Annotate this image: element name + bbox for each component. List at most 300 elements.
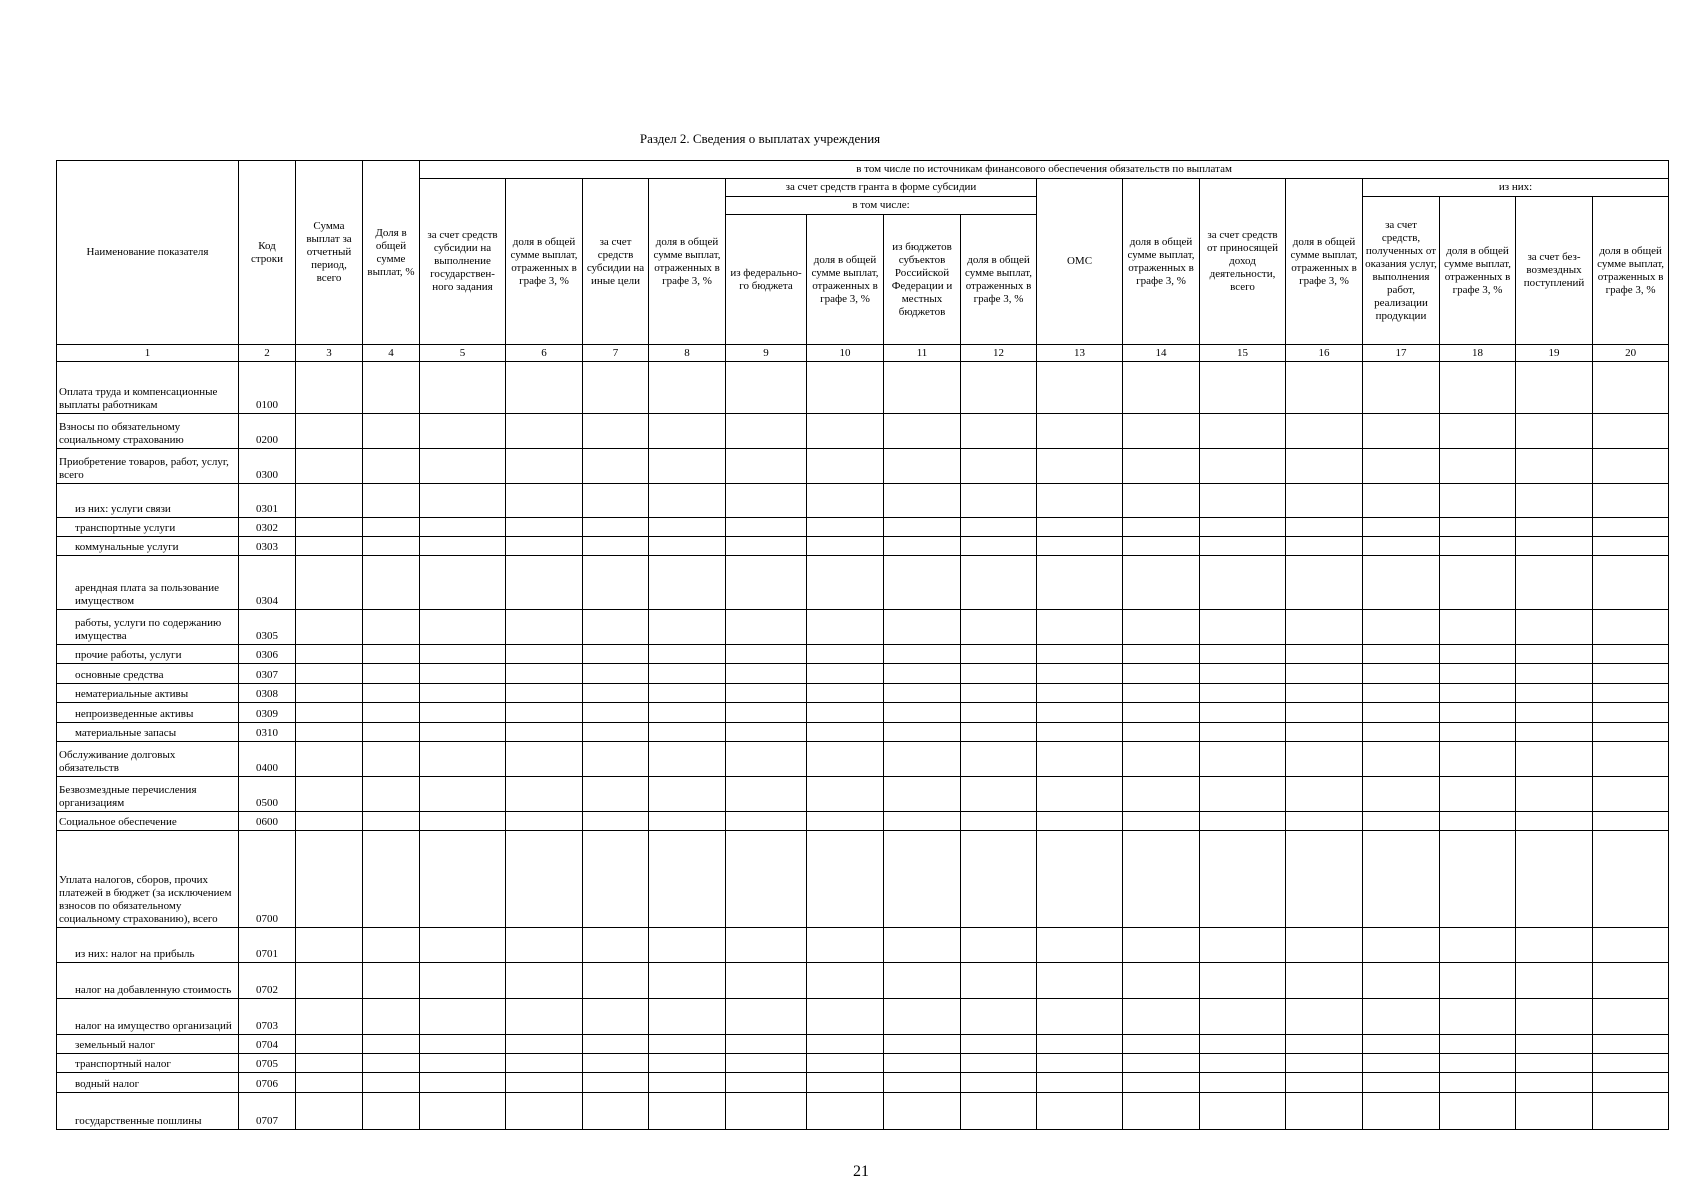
value-cell[interactable] [1286,362,1363,414]
value-cell[interactable] [296,449,363,484]
value-cell[interactable] [1286,414,1363,449]
value-cell[interactable] [649,556,726,610]
value-cell[interactable] [1593,742,1669,777]
value-cell[interactable] [961,963,1037,999]
value-cell[interactable] [1286,723,1363,742]
value-cell[interactable] [296,1035,363,1054]
value-cell[interactable] [726,1093,807,1130]
value-cell[interactable] [583,742,649,777]
value-cell[interactable] [1123,664,1200,684]
value-cell[interactable] [583,610,649,645]
value-cell[interactable] [1363,556,1440,610]
value-cell[interactable] [807,664,884,684]
value-cell[interactable] [506,723,583,742]
value-cell[interactable] [1593,812,1669,831]
value-cell[interactable] [1286,518,1363,537]
value-cell[interactable] [1363,777,1440,812]
value-cell[interactable] [296,703,363,723]
value-cell[interactable] [583,777,649,812]
value-cell[interactable] [1363,645,1440,664]
value-cell[interactable] [1440,1054,1516,1073]
value-cell[interactable] [296,537,363,556]
value-cell[interactable] [961,414,1037,449]
value-cell[interactable] [1363,362,1440,414]
value-cell[interactable] [649,484,726,518]
value-cell[interactable] [961,556,1037,610]
value-cell[interactable] [807,812,884,831]
value-cell[interactable] [807,723,884,742]
value-cell[interactable] [1363,928,1440,963]
value-cell[interactable] [420,1054,506,1073]
value-cell[interactable] [726,777,807,812]
value-cell[interactable] [1363,703,1440,723]
value-cell[interactable] [1440,664,1516,684]
value-cell[interactable] [1286,684,1363,703]
value-cell[interactable] [1037,777,1123,812]
value-cell[interactable] [1037,1093,1123,1130]
value-cell[interactable] [726,742,807,777]
value-cell[interactable] [296,484,363,518]
value-cell[interactable] [296,812,363,831]
value-cell[interactable] [961,777,1037,812]
value-cell[interactable] [583,723,649,742]
value-cell[interactable] [1286,449,1363,484]
value-cell[interactable] [1037,928,1123,963]
value-cell[interactable] [363,812,420,831]
value-cell[interactable] [420,1035,506,1054]
value-cell[interactable] [884,484,961,518]
value-cell[interactable] [506,999,583,1035]
value-cell[interactable] [1123,449,1200,484]
value-cell[interactable] [884,812,961,831]
value-cell[interactable] [363,928,420,963]
value-cell[interactable] [583,1035,649,1054]
value-cell[interactable] [296,1073,363,1093]
value-cell[interactable] [506,484,583,518]
value-cell[interactable] [1440,742,1516,777]
value-cell[interactable] [1037,537,1123,556]
value-cell[interactable] [583,999,649,1035]
value-cell[interactable] [363,1035,420,1054]
value-cell[interactable] [1200,742,1286,777]
value-cell[interactable] [420,928,506,963]
value-cell[interactable] [1200,963,1286,999]
value-cell[interactable] [420,537,506,556]
value-cell[interactable] [649,777,726,812]
value-cell[interactable] [363,518,420,537]
value-cell[interactable] [807,556,884,610]
value-cell[interactable] [363,831,420,928]
value-cell[interactable] [1440,414,1516,449]
value-cell[interactable] [1593,684,1669,703]
value-cell[interactable] [1123,414,1200,449]
value-cell[interactable] [884,362,961,414]
value-cell[interactable] [1037,484,1123,518]
value-cell[interactable] [583,1093,649,1130]
value-cell[interactable] [884,684,961,703]
value-cell[interactable] [506,777,583,812]
value-cell[interactable] [1286,812,1363,831]
value-cell[interactable] [1286,484,1363,518]
value-cell[interactable] [363,449,420,484]
value-cell[interactable] [961,1073,1037,1093]
value-cell[interactable] [1440,812,1516,831]
value-cell[interactable] [506,1035,583,1054]
value-cell[interactable] [1593,831,1669,928]
value-cell[interactable] [1363,537,1440,556]
value-cell[interactable] [1440,684,1516,703]
value-cell[interactable] [506,449,583,484]
value-cell[interactable] [961,742,1037,777]
value-cell[interactable] [726,684,807,703]
value-cell[interactable] [420,664,506,684]
value-cell[interactable] [726,449,807,484]
value-cell[interactable] [1200,610,1286,645]
value-cell[interactable] [1037,1054,1123,1073]
value-cell[interactable] [1440,703,1516,723]
value-cell[interactable] [1123,362,1200,414]
value-cell[interactable] [1516,1054,1593,1073]
value-cell[interactable] [1200,484,1286,518]
value-cell[interactable] [884,645,961,664]
value-cell[interactable] [420,742,506,777]
value-cell[interactable] [1037,742,1123,777]
value-cell[interactable] [1593,556,1669,610]
value-cell[interactable] [726,645,807,664]
value-cell[interactable] [506,362,583,414]
value-cell[interactable] [420,723,506,742]
value-cell[interactable] [884,999,961,1035]
value-cell[interactable] [420,684,506,703]
value-cell[interactable] [1286,1093,1363,1130]
value-cell[interactable] [1516,831,1593,928]
value-cell[interactable] [649,645,726,664]
value-cell[interactable] [961,518,1037,537]
value-cell[interactable] [1516,1035,1593,1054]
value-cell[interactable] [1363,484,1440,518]
value-cell[interactable] [363,723,420,742]
value-cell[interactable] [1363,963,1440,999]
value-cell[interactable] [884,664,961,684]
value-cell[interactable] [961,449,1037,484]
value-cell[interactable] [1363,742,1440,777]
value-cell[interactable] [1123,703,1200,723]
value-cell[interactable] [1593,664,1669,684]
value-cell[interactable] [1200,831,1286,928]
value-cell[interactable] [807,645,884,664]
value-cell[interactable] [961,928,1037,963]
value-cell[interactable] [726,1073,807,1093]
value-cell[interactable] [1123,831,1200,928]
value-cell[interactable] [583,537,649,556]
value-cell[interactable] [583,414,649,449]
value-cell[interactable] [1123,518,1200,537]
value-cell[interactable] [1363,723,1440,742]
value-cell[interactable] [583,518,649,537]
value-cell[interactable] [726,1035,807,1054]
value-cell[interactable] [1440,1093,1516,1130]
value-cell[interactable] [649,664,726,684]
value-cell[interactable] [1363,518,1440,537]
value-cell[interactable] [1440,556,1516,610]
value-cell[interactable] [506,610,583,645]
value-cell[interactable] [296,928,363,963]
value-cell[interactable] [506,1054,583,1073]
value-cell[interactable] [884,742,961,777]
value-cell[interactable] [1516,362,1593,414]
value-cell[interactable] [420,484,506,518]
value-cell[interactable] [1593,1093,1669,1130]
value-cell[interactable] [1593,537,1669,556]
value-cell[interactable] [1200,777,1286,812]
value-cell[interactable] [1286,928,1363,963]
value-cell[interactable] [649,684,726,703]
value-cell[interactable] [583,812,649,831]
value-cell[interactable] [1363,414,1440,449]
value-cell[interactable] [420,1093,506,1130]
value-cell[interactable] [1440,645,1516,664]
value-cell[interactable] [1363,449,1440,484]
value-cell[interactable] [807,742,884,777]
value-cell[interactable] [1123,723,1200,742]
value-cell[interactable] [1440,537,1516,556]
value-cell[interactable] [506,703,583,723]
value-cell[interactable] [1440,362,1516,414]
value-cell[interactable] [1440,518,1516,537]
value-cell[interactable] [1123,1073,1200,1093]
value-cell[interactable] [1516,963,1593,999]
value-cell[interactable] [884,537,961,556]
value-cell[interactable] [884,723,961,742]
value-cell[interactable] [649,999,726,1035]
value-cell[interactable] [420,556,506,610]
value-cell[interactable] [1286,742,1363,777]
value-cell[interactable] [1286,556,1363,610]
value-cell[interactable] [1037,831,1123,928]
value-cell[interactable] [1516,484,1593,518]
value-cell[interactable] [649,1073,726,1093]
value-cell[interactable] [1286,1073,1363,1093]
value-cell[interactable] [1440,777,1516,812]
value-cell[interactable] [1286,999,1363,1035]
value-cell[interactable] [1516,742,1593,777]
value-cell[interactable] [1037,1073,1123,1093]
value-cell[interactable] [807,928,884,963]
value-cell[interactable] [961,831,1037,928]
value-cell[interactable] [420,703,506,723]
value-cell[interactable] [296,556,363,610]
value-cell[interactable] [1516,684,1593,703]
value-cell[interactable] [1037,963,1123,999]
value-cell[interactable] [583,831,649,928]
value-cell[interactable] [583,449,649,484]
value-cell[interactable] [726,664,807,684]
value-cell[interactable] [1516,556,1593,610]
value-cell[interactable] [961,664,1037,684]
value-cell[interactable] [649,928,726,963]
value-cell[interactable] [1200,1054,1286,1073]
value-cell[interactable] [1516,703,1593,723]
value-cell[interactable] [1516,414,1593,449]
value-cell[interactable] [649,1093,726,1130]
value-cell[interactable] [420,1073,506,1093]
value-cell[interactable] [884,1093,961,1130]
value-cell[interactable] [296,1054,363,1073]
value-cell[interactable] [1037,414,1123,449]
value-cell[interactable] [649,414,726,449]
value-cell[interactable] [420,999,506,1035]
value-cell[interactable] [961,537,1037,556]
value-cell[interactable] [649,831,726,928]
value-cell[interactable] [884,1073,961,1093]
value-cell[interactable] [506,831,583,928]
value-cell[interactable] [363,362,420,414]
value-cell[interactable] [961,812,1037,831]
value-cell[interactable] [726,703,807,723]
value-cell[interactable] [1286,1035,1363,1054]
value-cell[interactable] [1593,484,1669,518]
value-cell[interactable] [1440,831,1516,928]
value-cell[interactable] [961,645,1037,664]
value-cell[interactable] [1363,1093,1440,1130]
value-cell[interactable] [1200,703,1286,723]
value-cell[interactable] [363,556,420,610]
value-cell[interactable] [649,537,726,556]
value-cell[interactable] [884,610,961,645]
value-cell[interactable] [726,414,807,449]
value-cell[interactable] [1440,484,1516,518]
value-cell[interactable] [1123,684,1200,703]
value-cell[interactable] [296,999,363,1035]
value-cell[interactable] [649,1035,726,1054]
value-cell[interactable] [807,537,884,556]
value-cell[interactable] [1516,449,1593,484]
value-cell[interactable] [649,703,726,723]
value-cell[interactable] [884,449,961,484]
value-cell[interactable] [506,537,583,556]
value-cell[interactable] [1593,777,1669,812]
value-cell[interactable] [961,1093,1037,1130]
value-cell[interactable] [961,362,1037,414]
value-cell[interactable] [420,449,506,484]
value-cell[interactable] [1363,664,1440,684]
value-cell[interactable] [726,723,807,742]
value-cell[interactable] [1440,963,1516,999]
value-cell[interactable] [1363,684,1440,703]
value-cell[interactable] [506,928,583,963]
value-cell[interactable] [1363,1035,1440,1054]
value-cell[interactable] [363,414,420,449]
value-cell[interactable] [1286,963,1363,999]
value-cell[interactable] [583,1073,649,1093]
value-cell[interactable] [1200,537,1286,556]
value-cell[interactable] [807,1093,884,1130]
value-cell[interactable] [506,518,583,537]
value-cell[interactable] [296,664,363,684]
value-cell[interactable] [1593,362,1669,414]
value-cell[interactable] [961,610,1037,645]
value-cell[interactable] [1440,999,1516,1035]
value-cell[interactable] [726,556,807,610]
value-cell[interactable] [1200,1035,1286,1054]
value-cell[interactable] [884,518,961,537]
value-cell[interactable] [884,703,961,723]
value-cell[interactable] [296,684,363,703]
value-cell[interactable] [1200,449,1286,484]
value-cell[interactable] [961,703,1037,723]
value-cell[interactable] [807,518,884,537]
value-cell[interactable] [296,518,363,537]
value-cell[interactable] [726,484,807,518]
value-cell[interactable] [1123,537,1200,556]
value-cell[interactable] [1440,449,1516,484]
value-cell[interactable] [363,610,420,645]
value-cell[interactable] [363,684,420,703]
value-cell[interactable] [726,999,807,1035]
value-cell[interactable] [1516,812,1593,831]
value-cell[interactable] [1363,831,1440,928]
value-cell[interactable] [363,1054,420,1073]
value-cell[interactable] [1593,518,1669,537]
value-cell[interactable] [583,645,649,664]
value-cell[interactable] [1200,645,1286,664]
value-cell[interactable] [296,1093,363,1130]
value-cell[interactable] [1593,928,1669,963]
value-cell[interactable] [1440,1035,1516,1054]
value-cell[interactable] [807,449,884,484]
value-cell[interactable] [296,645,363,664]
value-cell[interactable] [1516,1093,1593,1130]
value-cell[interactable] [1037,812,1123,831]
value-cell[interactable] [1200,723,1286,742]
value-cell[interactable] [296,723,363,742]
value-cell[interactable] [1200,1093,1286,1130]
value-cell[interactable] [807,484,884,518]
value-cell[interactable] [1516,664,1593,684]
value-cell[interactable] [1037,556,1123,610]
value-cell[interactable] [1123,812,1200,831]
value-cell[interactable] [583,684,649,703]
value-cell[interactable] [1363,812,1440,831]
value-cell[interactable] [1516,518,1593,537]
value-cell[interactable] [506,742,583,777]
value-cell[interactable] [363,537,420,556]
value-cell[interactable] [583,963,649,999]
value-cell[interactable] [1200,664,1286,684]
value-cell[interactable] [420,518,506,537]
value-cell[interactable] [420,963,506,999]
value-cell[interactable] [807,963,884,999]
value-cell[interactable] [506,645,583,664]
value-cell[interactable] [807,999,884,1035]
value-cell[interactable] [1593,999,1669,1035]
value-cell[interactable] [363,703,420,723]
value-cell[interactable] [583,928,649,963]
value-cell[interactable] [649,610,726,645]
value-cell[interactable] [726,963,807,999]
value-cell[interactable] [1363,1054,1440,1073]
value-cell[interactable] [884,414,961,449]
value-cell[interactable] [296,362,363,414]
value-cell[interactable] [1123,777,1200,812]
value-cell[interactable] [506,1093,583,1130]
value-cell[interactable] [506,963,583,999]
value-cell[interactable] [807,610,884,645]
value-cell[interactable] [363,645,420,664]
value-cell[interactable] [1516,645,1593,664]
value-cell[interactable] [296,742,363,777]
value-cell[interactable] [506,1073,583,1093]
